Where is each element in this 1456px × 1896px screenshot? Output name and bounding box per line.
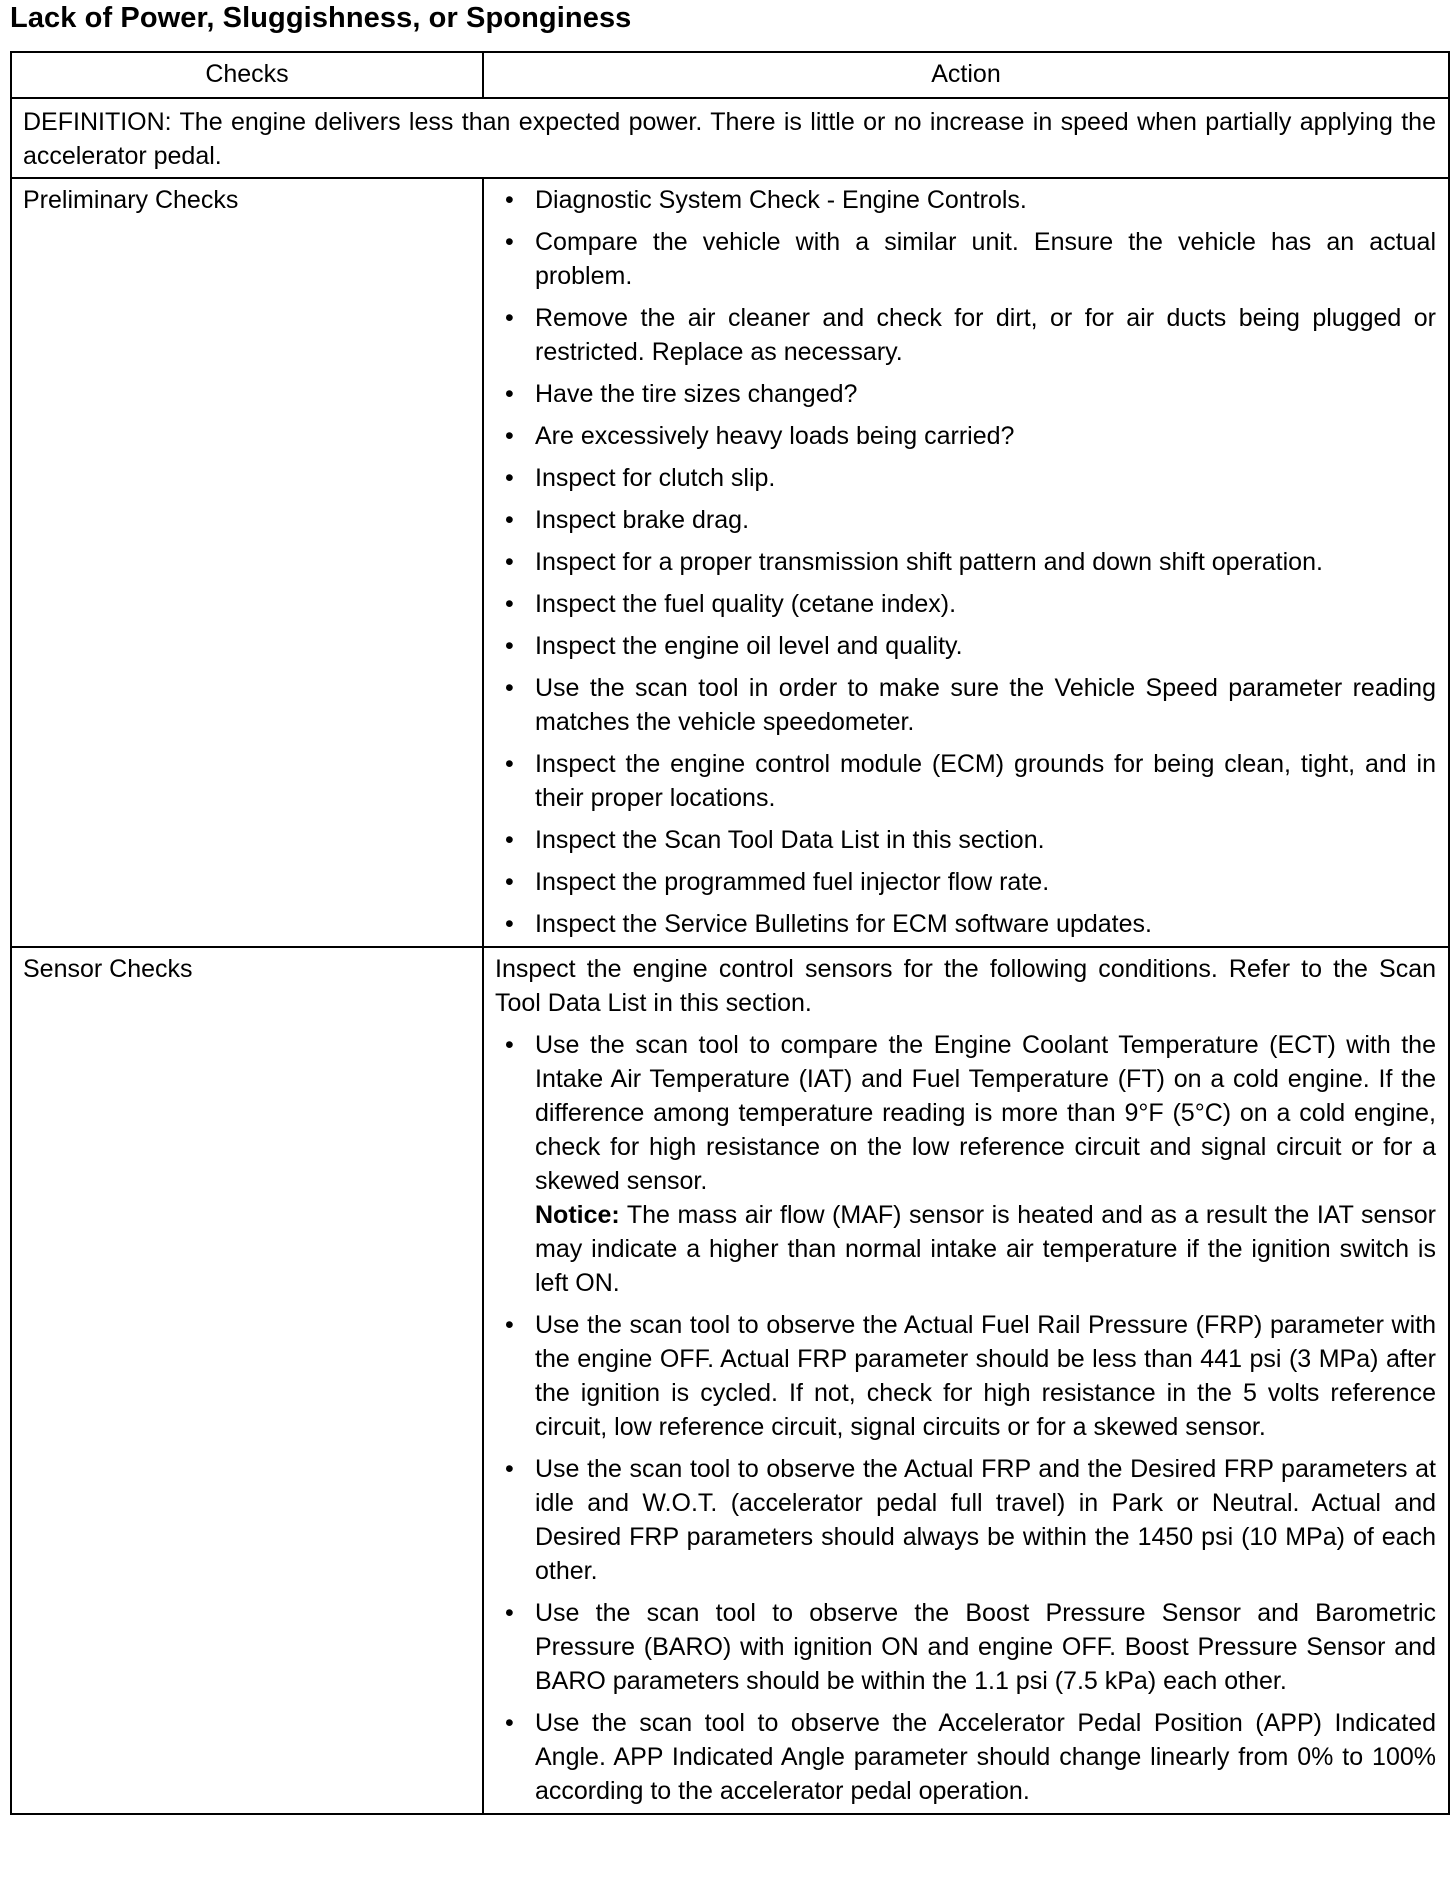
preliminary-checks-actions: [483, 178, 1449, 947]
notice-label: Notice:: [535, 1201, 620, 1229]
list-item: • Remove the air cleaner and check for dirt, or for air ducts being plugged or restricted. Replace as necessary.: [495, 301, 1436, 369]
bullet-icon: •: [505, 1599, 514, 1627]
list-item: • Are excessively heavy loads being carried?: [495, 419, 1436, 453]
preliminary-checks-label: Preliminary Checks: [11, 178, 483, 947]
bullet-icon: •: [505, 186, 514, 214]
list-item: • Inspect for clutch slip.: [495, 461, 1436, 495]
bullet-icon: •: [505, 1455, 514, 1483]
sensor-checks-actions: [483, 947, 1449, 1814]
list-item: • Use the scan tool to observe the Accelerator Pedal Position (APP) Indicated Angle. APP Indicated Angle parameter should change linearly from 0% to 100% according to the accelerator pedal operation.: [495, 1706, 1436, 1808]
bullet-icon: •: [505, 632, 514, 660]
bullet-icon: •: [505, 380, 514, 408]
list-item: • Inspect brake drag.: [495, 503, 1436, 537]
list-item: • Inspect the Scan Tool Data List in this section.: [495, 823, 1436, 857]
list-item: • Inspect the Service Bulletins for ECM software updates.: [495, 907, 1436, 941]
bullet-icon: •: [505, 506, 514, 534]
page-title: Lack of Power, Sluggishness, or Sponginess: [10, 2, 632, 34]
sensor-checks-label: Sensor Checks: [11, 947, 483, 1814]
list-item: • Inspect the engine control module (ECM) grounds for being clean, tight, and in their proper locations.: [495, 747, 1436, 815]
notice: [535, 1198, 1436, 1300]
bullet-icon: •: [505, 590, 514, 618]
list-item: • Use the scan tool to observe the Boost Pressure Sensor and Barometric Pressure (BARO) with ignition ON and engine OFF. Boost Pressure Sensor and BARO parameters should be within the 1.1 psi (7.5 kPa) each other.: [495, 1596, 1436, 1698]
bullet-icon: •: [505, 548, 514, 576]
sensor-checks-intro: Inspect the engine control sensors for the following conditions. Refer to the Scan Tool Data List in this section.: [495, 955, 1436, 1017]
list-item: • Use the scan tool to observe the Actual Fuel Rail Pressure (FRP) parameter with the engine OFF. Actual FRP parameter should be less than 441 psi (3 MPa) after the ignition is cycled. If not, check for high resistance in the 5 volts reference circuit, low reference circuit, signal circuits or for a skewed sensor.: [495, 1308, 1436, 1444]
bullet-icon: •: [505, 228, 514, 256]
list-item: • Inspect the fuel quality (cetane index).: [495, 587, 1436, 621]
table-row-sensor: [11, 947, 1449, 1814]
header-checks: Checks: [11, 52, 483, 98]
table-header-row: [11, 52, 1449, 98]
bullet-icon: •: [505, 750, 514, 778]
bullet-icon: •: [505, 1311, 514, 1339]
table-row-preliminary: [11, 178, 1449, 947]
bullet-icon: •: [505, 868, 514, 896]
preliminary-checks-list: [495, 183, 1436, 941]
list-item: • Use the scan tool to compare the Engine Coolant Temperature (ECT) with the Intake Air Temperature (IAT) and Fuel Temperature (FT) on a cold engine. If the difference among temperature reading is more than 9°F (5°C) on a cold engine, check for high resistance on the low reference circuit and signal circuit or for a skewed sensor. Notice: The mass air flow (MAF) sensor is heated and as a result the IAT sensor may indicate a higher than normal intake air temperature if the ignition switch is left ON.: [495, 1028, 1436, 1300]
list-item: • Compare the vehicle with a similar unit. Ensure the vehicle has an actual problem.: [495, 225, 1436, 293]
bullet-icon: •: [505, 464, 514, 492]
definition-text: DEFINITION: The engine delivers less than expected power. There is little or no increase in speed when partially applying the accelerator pedal.: [11, 98, 1449, 178]
bullet-icon: •: [505, 1031, 514, 1059]
bullet-icon: •: [505, 422, 514, 450]
list-item: • Inspect the engine oil level and quality.: [495, 629, 1436, 663]
list-item: • Diagnostic System Check - Engine Controls.: [495, 183, 1436, 217]
bullet-icon: •: [505, 910, 514, 938]
bullet-icon: •: [505, 826, 514, 854]
bullet-icon: •: [505, 1709, 514, 1737]
diagnostic-table: [10, 51, 1450, 1815]
list-item: • Inspect for a proper transmission shift pattern and down shift operation.: [495, 545, 1436, 579]
list-item: • Have the tire sizes changed?: [495, 377, 1436, 411]
list-item: • Use the scan tool to observe the Actual FRP and the Desired FRP parameters at idle and W.O.T. (accelerator pedal full travel) in Park or Neutral. Actual and Desired FRP parameters should always be within the 1450 psi (10 MPa) of each other.: [495, 1452, 1436, 1588]
header-action: Action: [483, 52, 1449, 98]
list-item: • Inspect the programmed fuel injector flow rate.: [495, 865, 1436, 899]
list-item: • Use the scan tool in order to make sure the Vehicle Speed parameter reading matches the vehicle speedometer.: [495, 671, 1436, 739]
definition-row: [11, 98, 1449, 178]
bullet-icon: •: [505, 674, 514, 702]
notice-text: The mass air flow (MAF) sensor is heated and as a result the IAT sensor may indicate a higher than normal intake air temperature if the ignition switch is left ON.: [535, 1201, 1436, 1297]
bullet-icon: •: [505, 304, 514, 332]
sensor-checks-list: [495, 1028, 1436, 1808]
